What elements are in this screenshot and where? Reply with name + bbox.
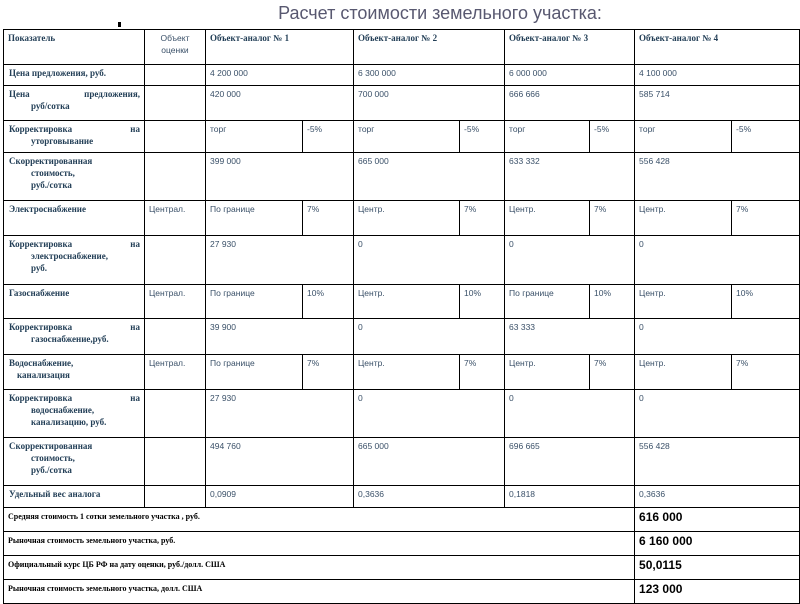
analog-4-value: Центр. <box>635 201 732 236</box>
analog-1-percent: 7% <box>303 355 354 390</box>
row-label: Электроснабжение <box>4 201 145 236</box>
analog-1-value: 0,0909 <box>206 486 354 508</box>
analog-1-value: По границе <box>206 355 303 390</box>
analog-4-value: 0,3636 <box>635 486 800 508</box>
row-label <box>4 355 145 390</box>
analog-2-value: 0 <box>354 390 505 438</box>
header-subject: Объект оценки <box>145 30 206 65</box>
analog-4-value: Центр. <box>635 285 732 319</box>
row-label: Удельный вес аналога <box>4 486 145 508</box>
analog-3-value: 6 000 000 <box>505 65 635 86</box>
analog-2-value: Центр. <box>354 355 460 390</box>
analog-1-value: торг <box>206 121 303 153</box>
analog-4-percent: 7% <box>732 201 800 236</box>
table-row-gas <box>4 285 800 319</box>
analog-1-value: По границе <box>206 201 303 236</box>
analog-3-value: 666 666 <box>505 86 635 121</box>
analog-4-percent: 10% <box>732 285 800 319</box>
summary-value: 123 000 <box>635 580 800 604</box>
analog-3-value: Центр. <box>505 355 590 390</box>
subject-cell <box>145 319 206 355</box>
summary-label: Официальный курс ЦБ РФ на дату оценки, руб./долл. США <box>4 556 635 580</box>
header-analog-4: Объект-аналог № 4 <box>635 30 800 65</box>
row-label: Цена предложения, руб. <box>4 65 145 86</box>
header-indicator: Показатель <box>4 30 145 65</box>
subject-value: Централ. <box>145 201 206 236</box>
row-label <box>4 153 145 201</box>
row-label-line: Скорректированная <box>9 441 93 451</box>
analog-1-value: 399 000 <box>206 153 354 201</box>
analog-2-percent: -5% <box>460 121 505 153</box>
analog-2-value: 0,3636 <box>354 486 505 508</box>
table-row-electricity <box>4 201 800 236</box>
row-label <box>4 319 145 355</box>
table-row-offer-price-sotka <box>4 86 800 121</box>
analog-1-value: 27 930 <box>206 236 354 285</box>
analog-4-percent: -5% <box>732 121 800 153</box>
row-label-line: водоснабжение, <box>31 405 95 415</box>
row-label-line: канализацию, руб. <box>31 417 107 427</box>
summary-row-market-rub <box>4 532 800 556</box>
header-analog-1: Объект-аналог № 1 <box>206 30 354 65</box>
page-title: Расчет стоимости земельного участка: <box>278 3 602 23</box>
analog-4-value: 556 428 <box>635 438 800 486</box>
table-row-offer-price <box>4 65 800 86</box>
row-label-line: стоимость, <box>31 168 75 178</box>
row-label <box>4 121 145 153</box>
analog-1-value: 4 200 000 <box>206 65 354 86</box>
row-label-line: газоснабжение,руб. <box>31 334 109 344</box>
analog-4-value: 0 <box>635 236 800 285</box>
analog-1-percent: 7% <box>303 201 354 236</box>
analog-3-value: 0,1818 <box>505 486 635 508</box>
summary-value: 50,0115 <box>635 556 800 580</box>
analog-2-value: 700 000 <box>354 86 505 121</box>
row-label-line: руб./сотка <box>31 180 72 190</box>
analog-4-value: 556 428 <box>635 153 800 201</box>
table-row-bargain-adjustment <box>4 121 800 153</box>
table-row-electricity-adjustment <box>4 236 800 285</box>
analog-1-value: 27 930 <box>206 390 354 438</box>
analog-2-value: 665 000 <box>354 153 505 201</box>
valuation-table <box>3 29 800 604</box>
row-label-line: канализация <box>17 370 70 380</box>
analog-3-percent: -5% <box>590 121 635 153</box>
row-label-line: электроснабжение, <box>31 251 108 261</box>
analog-1-percent: -5% <box>303 121 354 153</box>
table-row-adjusted-cost-2 <box>4 438 800 486</box>
row-label-line: Корректировка на <box>9 393 140 403</box>
analog-1-percent: 10% <box>303 285 354 319</box>
summary-row-average <box>4 508 800 532</box>
header-analog-3: Объект-аналог № 3 <box>505 30 635 65</box>
header-analog-2: Объект-аналог № 2 <box>354 30 505 65</box>
subject-cell <box>145 390 206 438</box>
analog-4-value: 585 714 <box>635 86 800 121</box>
table-row-weight <box>4 486 800 508</box>
row-label-line: Корректировка на <box>9 322 140 332</box>
analog-4-value: Центр. <box>635 355 732 390</box>
analog-2-value: 0 <box>354 236 505 285</box>
analog-2-value: 665 000 <box>354 438 505 486</box>
analog-2-percent: 7% <box>460 201 505 236</box>
summary-label: Рыночная стоимость земельного участка, руб. <box>4 532 635 556</box>
analog-2-value: 6 300 000 <box>354 65 505 86</box>
subject-cell <box>145 438 206 486</box>
analog-4-value: 4 100 000 <box>635 65 800 86</box>
subject-cell <box>145 153 206 201</box>
subject-cell <box>145 121 206 153</box>
analog-3-value: торг <box>505 121 590 153</box>
row-label-line: Водоснабжение, <box>9 358 74 368</box>
analog-4-value: торг <box>635 121 732 153</box>
row-label-line: руб. <box>31 263 48 273</box>
analog-4-value: 0 <box>635 390 800 438</box>
analog-1-value: По границе <box>206 285 303 319</box>
table-row-adjusted-cost-1 <box>4 153 800 201</box>
row-label-line: уторговывание <box>31 136 94 146</box>
table-row-water-adjustment <box>4 390 800 438</box>
analog-4-value: 0 <box>635 319 800 355</box>
table-row-gas-adjustment <box>4 319 800 355</box>
analog-3-value: 0 <box>505 236 635 285</box>
row-label <box>4 438 145 486</box>
summary-value: 6 160 000 <box>635 532 800 556</box>
row-label <box>4 236 145 285</box>
row-label <box>4 390 145 438</box>
subject-value: Централ. <box>145 355 206 390</box>
row-label-line: стоимость, <box>31 453 75 463</box>
row-label-line: Корректировка на <box>9 239 140 249</box>
subject-cell <box>145 236 206 285</box>
bullet-mark <box>118 22 121 27</box>
summary-value: 616 000 <box>635 508 800 532</box>
table-row-water <box>4 355 800 390</box>
analog-2-percent: 7% <box>460 355 505 390</box>
analog-3-value: 0 <box>505 390 635 438</box>
analog-2-percent: 10% <box>460 285 505 319</box>
analog-3-value: По границе <box>505 285 590 319</box>
analog-3-percent: 10% <box>590 285 635 319</box>
analog-1-value: 39 900 <box>206 319 354 355</box>
analog-1-value: 420 000 <box>206 86 354 121</box>
row-label-line: Цена предложения, <box>9 89 140 99</box>
subject-cell <box>145 65 206 86</box>
header-row <box>4 30 800 65</box>
analog-3-value: 696 665 <box>505 438 635 486</box>
row-label <box>4 86 145 121</box>
analog-1-value: 494 760 <box>206 438 354 486</box>
subject-cell <box>145 486 206 508</box>
subject-cell <box>145 86 206 121</box>
analog-4-percent: 7% <box>732 355 800 390</box>
summary-label: Средняя стоимость 1 сотки земельного участка , руб. <box>4 508 635 532</box>
analog-3-value: 633 332 <box>505 153 635 201</box>
analog-3-percent: 7% <box>590 355 635 390</box>
analog-3-percent: 7% <box>590 201 635 236</box>
row-label-line: Корректировка на <box>9 124 140 134</box>
analog-2-value: торг <box>354 121 460 153</box>
summary-row-exchange-rate <box>4 556 800 580</box>
analog-2-value: Центр. <box>354 285 460 319</box>
summary-label: Рыночная стоимость земельного участка, долл. США <box>4 580 635 604</box>
row-label-line: руб./сотка <box>31 465 72 475</box>
analog-2-value: Центр. <box>354 201 460 236</box>
row-label-line: Скорректированная <box>9 156 93 166</box>
row-label-line: руб/сотка <box>31 101 70 111</box>
subject-value: Централ. <box>145 285 206 319</box>
analog-3-value: 63 333 <box>505 319 635 355</box>
analog-2-value: 0 <box>354 319 505 355</box>
row-label: Газоснабжение <box>4 285 145 319</box>
analog-3-value: Центр. <box>505 201 590 236</box>
